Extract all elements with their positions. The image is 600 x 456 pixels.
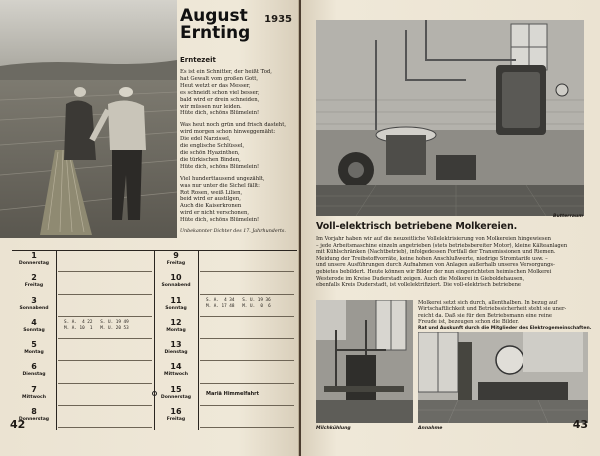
poem-stanza [180, 69, 294, 117]
month-name: August [180, 6, 248, 26]
poem-line: wird er nicht verschonen, [180, 210, 250, 217]
day-name: Mittwoch [164, 372, 188, 378]
day-number: 13 [170, 340, 182, 350]
poem-line: was nur unter die Sichel fällt: [180, 182, 260, 189]
article-side-line: Freude ist, bezeugen schon die Bilder. [418, 319, 519, 326]
sun-moon-times: S. A. 4 22 S. U. 19 49 M. A. 10 1 M. U. 20 53 [64, 319, 129, 331]
day-number: 15 [170, 384, 182, 394]
poem-line: Rot Rosen, weiß Lilien, [180, 189, 243, 196]
article-line: mit Kühlschränken (Nachtbetrieb), infolgedessen Fortfall der Transmissionen und Riemen. [316, 249, 556, 256]
calendar-day-row [12, 295, 154, 317]
calendar-day-row [12, 406, 154, 428]
poem-heading: Erntezeit [180, 56, 216, 64]
day-number: 7 [31, 384, 37, 394]
article-line: Meidung der Treibstoffvorräte, keine hohen Anschlußwerte, niedrige Stromtarife usw. – [316, 255, 548, 262]
page-number-right: 43 [572, 418, 588, 431]
day-number: 5 [31, 340, 37, 350]
month-old-name: Ernting [180, 23, 251, 43]
poem-stanzas [180, 69, 294, 224]
poem-line: die schön Hyazinthen, [180, 149, 240, 156]
day-name: Sonnabend [161, 283, 191, 289]
calendar-day-row [12, 361, 154, 383]
day-number: 8 [31, 407, 37, 417]
poem-block [180, 8, 294, 234]
poem-line: beid wird er austilgen, [180, 196, 241, 203]
article-line: gebietes bebildert. Heute können wir Bilder der nun eingerichteten heimischen Molkerei [316, 268, 552, 275]
article-line: und unsere Ausführungen durch Aufnahmen von Anlagen außerhalb unseres Versorgungs- [316, 262, 555, 269]
year-label: 1935 [264, 14, 292, 25]
day-number: 3 [31, 295, 37, 305]
day-number: 9 [173, 251, 179, 260]
day-number: 16 [170, 407, 182, 417]
caption-milk-cooling: Milchkühlung [316, 426, 351, 431]
poem-line: die englische Schlüssel, [180, 143, 245, 150]
calendar-grid [12, 250, 297, 430]
article-line: – jede Arbeitsmaschine einzeln angetrieben (stets betriebsbereiter Motor), kleine Kälteanlagen [316, 242, 568, 249]
day-name: Sonntag [23, 327, 45, 333]
calendar-day-row [12, 250, 154, 272]
day-number: 1 [31, 251, 37, 260]
day-name: Freitag [166, 417, 186, 423]
calendar-day-row [154, 250, 296, 272]
article-line: ebenfalls Kreis Duderstadt, ist vollelektrifiziert. Die voll-elektrisch betriebene [316, 282, 521, 289]
calendar-column-right [154, 250, 296, 428]
day-name: Donnerstag [18, 417, 50, 423]
calendar-day-row [154, 361, 296, 383]
day-name: Donnerstag [160, 394, 192, 400]
day-number: 14 [170, 362, 182, 372]
milk-intake-photo [418, 332, 588, 423]
day-name: Donnerstag [18, 261, 50, 266]
poem-line: Hüte dich, schöns Blümelein! [180, 110, 260, 117]
article-side-line: Wirtschaftlichkeit und Betriebssicherheit steht sie uner- [418, 306, 567, 313]
day-name: Dienstag [164, 350, 188, 356]
calendar-day-row [12, 339, 154, 361]
advice-line: Rat und Auskunft durch die Mitglieder des Elektrogemeinschaften. [418, 325, 592, 331]
day-name: Freitag [24, 283, 44, 289]
holiday-label: Mariä Himmelfahrt [206, 390, 260, 397]
poem-source: Unbekannter Dichter des 17. Jahrhunderts. [180, 229, 286, 235]
poem-stanza [180, 122, 294, 170]
calendar-day-row [154, 384, 296, 406]
poem-line: Heut wetzt er das Messer, [180, 82, 251, 89]
poem-line: die türkischen Binden, [180, 156, 241, 163]
calendar-day-row [12, 317, 154, 339]
day-name: Sonntag [165, 305, 187, 311]
poem-line: Was heut noch grün und frisch dasteht, [180, 122, 287, 129]
article-line: Westerode im Kreise Duderstadt zeigen. Auch die Molkerei in Gieboldehausen, [316, 275, 525, 282]
milk-cooling-photo [316, 300, 413, 423]
dairy-machinery-photo [316, 20, 584, 216]
poem-line: wir müssen nur leiden. [180, 103, 242, 110]
article-body [316, 236, 586, 289]
calendar-day-row [12, 384, 154, 406]
poem-line: hat Gewalt vom großen Gott, [180, 75, 259, 82]
day-number: 6 [31, 362, 37, 372]
day-name: Sonnabend [19, 305, 49, 311]
poem-line: Hüte dich, schöns Blümelein! [180, 163, 260, 170]
day-name: Dienstag [22, 372, 46, 378]
calendar-day-row [154, 295, 296, 317]
poem-line: bald wird er drein schneiden, [180, 96, 260, 103]
calendar-day-row [12, 272, 154, 294]
main-photo-caption: Butterraum [553, 214, 583, 219]
poem-line: Es ist ein Schnitter, der heißt Tod, [180, 69, 272, 75]
poem-line: Auch die Kaiserkronen [180, 203, 242, 210]
right-page [301, 0, 600, 456]
poem-line: es schneidt schon viel besser, [180, 89, 260, 96]
article-title: Voll-elektrisch betriebene Molkereien. [316, 221, 518, 232]
poem-line: Die edel Narzissel, [180, 136, 231, 143]
poem-stanza [180, 176, 294, 224]
side-lines [418, 300, 590, 326]
article-side-line: Molkerei setzt sich durch, allenthalben. In bezug auf [418, 300, 558, 306]
calendar-day-row [154, 406, 296, 428]
day-name: Freitag [166, 261, 186, 266]
day-number: 11 [170, 295, 182, 305]
poem-line: Viel hunderttausend ungezählt, [180, 175, 265, 182]
left-page [0, 0, 299, 456]
harvest-photo [0, 0, 177, 238]
day-number: 4 [31, 317, 37, 327]
calendar-day-row [154, 317, 296, 339]
article-line: Im Vorjahr haben wir auf die neuzeitliche Vollelektrisierung von Molkereien hingewiesen [316, 236, 551, 242]
poem-line: Hüte dich, schöns Blümelein! [180, 217, 260, 224]
article-side-text [418, 300, 590, 332]
sun-moon-times: S. A. 4 34 S. U. 19 36 M. A. 17 48 M. U. 0 6 [206, 297, 271, 309]
day-number: 12 [170, 317, 182, 327]
day-number: 10 [170, 273, 182, 283]
calendar-day-row [154, 339, 296, 361]
calendar-day-row [154, 272, 296, 294]
day-number: 2 [31, 273, 37, 283]
poem-line: wird morgen schon hinweggemäht: [180, 129, 276, 136]
day-name: Mittwoch [22, 394, 46, 400]
caption-milk-intake: Annahme [418, 426, 443, 431]
day-name: Montag [166, 327, 186, 333]
calendar-column-left [12, 250, 154, 428]
page-number-left: 42 [10, 418, 26, 431]
article-side-line: reicht da. Daß sie für den Betriebsmann eine reine [418, 312, 552, 319]
day-name: Montag [24, 350, 44, 356]
